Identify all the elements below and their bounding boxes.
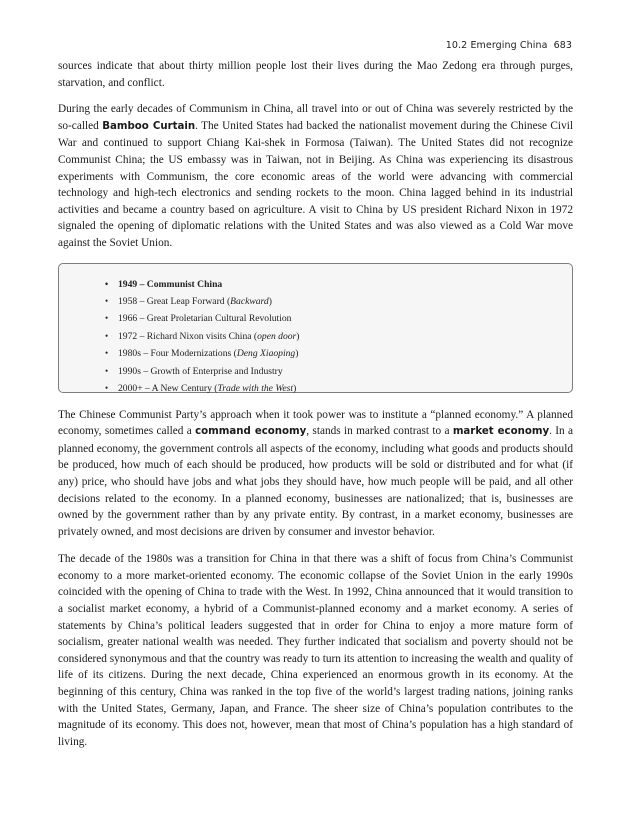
paragraph-text: . In a planned economy, the government controls all aspects of the economy, including what goods and products should be produced, how much of each should be produced, how products will be sold or distributed and for what (if any) price, who should have jobs and what jobs they should have, how much people will be paid, and all other decisions related to the economy. In a planned economy, businesses are nationalized; that is, businesses are owned by the government rather than by any private entity. By contrast, in a market economy, businesses are privately owned, and most decisions are driven by consumer and investor behavior. xyxy=(58,425,573,538)
timeline-item-close: ) xyxy=(296,330,300,342)
bullet-icon: • xyxy=(105,278,109,289)
timeline-item-text: 1972 – Richard Nixon visits China ( xyxy=(118,330,258,342)
timeline-item-text: 1990s – Growth of Enterprise and Industry xyxy=(118,365,283,377)
timeline-item-close: ) xyxy=(295,348,299,360)
timeline-item-text: 1966 – Great Proletarian Cultural Revolution xyxy=(118,313,292,325)
timeline-item-text: 1980s – Four Modernizations ( xyxy=(118,348,237,360)
timeline-item xyxy=(105,293,572,310)
page-number: 683 xyxy=(553,40,572,51)
timeline-item xyxy=(105,380,572,397)
timeline-item-italic: Trade with the West xyxy=(217,382,294,394)
paragraph-text: , stands in marked contrast to a xyxy=(306,425,453,438)
bullet-icon: • xyxy=(105,295,109,306)
timeline-item-close: ) xyxy=(268,295,272,307)
bullet-icon: • xyxy=(105,313,109,324)
timeline-item-italic: Backward xyxy=(230,295,269,307)
paragraph-planned-economy xyxy=(58,407,573,541)
bullet-icon: • xyxy=(105,382,109,393)
key-term-command-economy: command economy xyxy=(195,426,307,438)
timeline-item xyxy=(105,328,572,345)
main-content xyxy=(58,58,573,761)
paragraph-text: . The United States had backed the nationalist movement during the Chinese Civil War and continued to support Chiang Kai-shek in Formosa (Taiwan). The United States did not recognize Communist China; the US embassy was in Taiwan, not in Beijing. As China was experiencing its disastrous experiments with Communism, the core economic areas of the world were advancing with commercial technology and high-tech electronics and sending rockets to the moon. China lagged behind in its industrial activities and became a country based on agriculture. A visit to China by US president Richard Nixon in 1972 signaled the opening of diplomatic relations with the United States and was also viewed as a Cold War move against the Soviet Union. xyxy=(58,119,573,249)
running-header xyxy=(446,40,572,51)
paragraph-text: The Chinese Communist Party’s approach when it took power was to institute a “planned economy.” A planned economy, sometimes called a xyxy=(58,408,573,438)
timeline-item-italic: Deng Xiaoping xyxy=(236,348,296,360)
timeline-item-text: 1958 – Great Leap Forward ( xyxy=(118,295,231,307)
timeline-item-text: 2000+ – A New Century ( xyxy=(118,382,218,394)
section-title: 10.2 Emerging China xyxy=(445,40,548,51)
bullet-icon: • xyxy=(105,348,109,359)
paragraph-bamboo-curtain xyxy=(58,101,573,251)
bullet-icon: • xyxy=(105,365,109,376)
timeline-item-close: ) xyxy=(293,382,297,394)
timeline-item xyxy=(105,276,572,293)
key-term-market-economy: market economy xyxy=(452,426,550,438)
timeline-list xyxy=(59,276,572,398)
paragraph-1980s-transition: The decade of the 1980s was a transition for China in that there was a shift of focus from China’s Communist economy to a more market-oriented economy. The economic collapse of the Soviet Union in the early 1990s coincided with the opening of China to trade with the West. In 1992, China announced that it would transition to a socialist market economy, a hybrid of a Communist-planned economy and a market economy. A series of statements by China’s political leaders suggested that in order for China to enjoy a more mature form of socialism, greater national wealth was needed. They further indicated that socialism and poverty should not be considered synonymous and that the country was ready to turn its attention to increasing the wealth and quality of life of its citizens. During the next decade, China experienced an enormous growth in its economy. At the beginning of this century, China was ranked in the top five of the world’s largest trading nations, joining ranks with the United States, Germany, Japan, and France. The sheer size of China’s population contributes to the magnitude of its economy. This does not, however, mean that most of China’s population has a high standard of living. xyxy=(58,553,573,748)
timeline-item-italic: open door xyxy=(257,330,297,342)
bullet-icon: • xyxy=(105,330,109,341)
key-term-bamboo-curtain: Bamboo Curtain xyxy=(102,120,196,132)
paragraph-text: During the early decades of Communism in China, all travel into or out of China was severely restricted by the so-called xyxy=(58,103,573,132)
paragraph-continuation: sources indicate that about thirty million people lost their lives during the Mao Zedong era through purges, starvation, and conflict. xyxy=(58,60,573,89)
timeline-item-text: 1949 – Communist China xyxy=(118,278,223,290)
timeline-item xyxy=(105,310,572,327)
timeline-item xyxy=(105,363,572,380)
timeline-item xyxy=(105,345,572,362)
timeline-box xyxy=(58,263,573,393)
